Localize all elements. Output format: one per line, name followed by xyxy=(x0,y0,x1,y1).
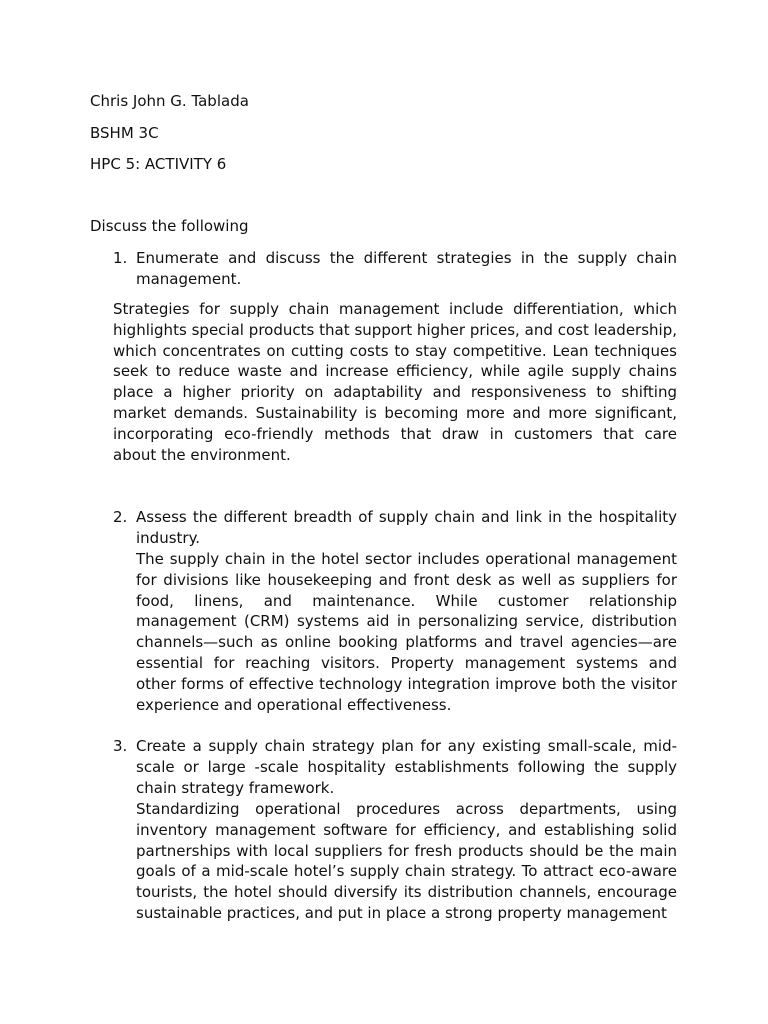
item-question: Create a supply chain strategy plan for any existing small-scale, mid-scale or large -scale hospitality establishments following the supply chain strategy framework. xyxy=(136,737,677,797)
activity-title: HPC 5: ACTIVITY 6 xyxy=(90,155,227,173)
item-answer: Strategies for supply chain management include differentiation, which highlights special products that support higher prices, and cost leadership, which concentrates on cutting costs to stay competitive. Lean techniques seek to reduce waste and increase efficiency, while agile supply chains place a higher priority on adaptability and responsiveness to shifting market demands. Sustainability is becoming more and more significant, incorporating eco-friendly methods that draw in customers that care about the environment. xyxy=(113,300,677,464)
intro-text: Discuss the following xyxy=(90,217,249,235)
author-name: Chris John G. Tablada xyxy=(90,92,249,110)
item-answer: Standardizing operational procedures across departments, using inventory management software for efficiency, and establishing solid partnerships with local suppliers for fresh products should be the main goals of a mid-scale hotel’s supply chain strategy. To attract eco-aware tourists, the hotel should diversify its distribution channels, encourage sustainable practices, and put in place a strong property management xyxy=(136,800,677,922)
item-question: Assess the different breadth of supply chain and link in the hospitality industry. xyxy=(136,508,677,547)
item-number: 3. xyxy=(113,737,128,755)
course-section: BSHM 3C xyxy=(90,124,159,142)
item-number: 1. xyxy=(113,249,128,267)
item-number: 2. xyxy=(113,508,128,526)
item-answer: The supply chain in the hotel sector includes operational management for divisions like housekeeping and front desk as well as suppliers for food, linens, and maintenance. While customer relationship management (CRM) systems aid in personalizing service, distribution channels—such as online booking platforms and travel agencies—are essential for reaching visitors. Property management systems and other forms of effective technology integration improve both the visitor experience and operational effectiveness. xyxy=(136,550,677,714)
item-question: Enumerate and discuss the different strategies in the supply chain management. xyxy=(136,249,677,288)
